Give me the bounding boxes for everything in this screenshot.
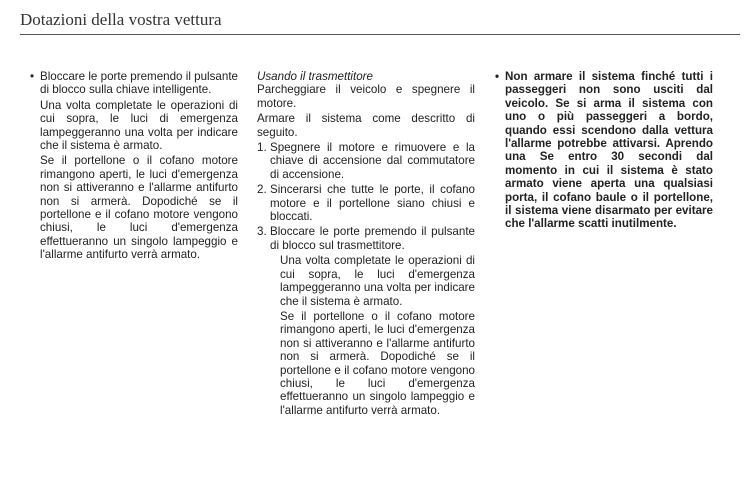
step-number: 3. — [257, 225, 267, 239]
step-item — [257, 225, 475, 417]
intro-arm: Armare il sistema come descritto di seguito. — [257, 112, 475, 139]
page-header — [20, 6, 740, 35]
paragraph-open-hatch: Se il portellone o il cofano motore rimangono aperti, le luci d'emergenza non si attiveranno e l'allarme antifurto non si armerà. Dopodiché se il portellone e il cofano motore vengono chiusi, le luci d'emergenza effettueranno un singolo lampeggio e l'allarme antifurto verrà armato. — [280, 309, 475, 417]
bullet-lead-text: Bloccare le porte premendo il pulsante di blocco sulla chiave intelligente. — [40, 70, 238, 97]
step-number: 1. — [257, 141, 267, 155]
column-right — [495, 70, 713, 231]
step-item — [257, 141, 475, 181]
warning-bullet — [495, 70, 713, 231]
bullet-item — [30, 70, 238, 262]
step-item — [257, 183, 475, 223]
step-number: 2. — [257, 183, 267, 197]
subheading: Usando il trasmettitore — [257, 70, 373, 83]
paragraph-open-hatch: Se il portellone o il cofano motore rimangono aperti, le luci d'emergenza non si attiveranno e l'allarme antifurto non si armerà. Dopodiché se il portellone e il cofano motore vengono chiusi, le luci d'emergenza effettueranno un singolo lampeggio e l'allarme antifurto verrà armato. — [40, 154, 238, 262]
steps-list — [257, 141, 475, 417]
step-text: Spegnere il motore e rimuovere e la chiave di accensione dal commutatore di accensione. — [270, 141, 475, 181]
intro-park: Parcheggiare il veicolo e spegnere il motore. — [257, 83, 475, 110]
step-text: Bloccare le porte premendo il pulsante di blocco sul trasmettitore. — [270, 225, 475, 252]
column-middle — [257, 70, 475, 417]
paragraph-armed: Una volta completate le operazioni di cui sopra, le luci di emergenza lampeggeranno una volta per indicare che il sistema è armato. — [40, 98, 238, 153]
bullet-icon: • — [30, 70, 35, 83]
paragraph-armed: Una volta completate le operazioni di cui sopra, le luci d'emergenza lampeggeranno una volta per indicare che il sistema è armato. — [280, 254, 475, 308]
step-text: Sincerarsi che tutte le porte, il cofano motore e il portellone siano chiusi e bloccati. — [270, 183, 475, 224]
column-left — [30, 70, 238, 262]
bullet-icon: • — [495, 70, 500, 83]
page-title: Dotazioni della vostra vettura — [20, 10, 222, 29]
warning-text: Non armare il sistema finché tutti i passeggeri non sono usciti dal veicolo. Se si arma il sistema con uno o più passeggeri a bordo, quando essi scendono dalla vettura l'allarme potrebbe attivarsi. Aprendo una Se entro 30 secondi dal momento in cui il sistema è stato armato viene aperta una qualsiasi porta, il cofano baule o il portellone, il sistema viene disarmato per evitare che l'allarme scatti inutilmente. — [505, 70, 713, 231]
